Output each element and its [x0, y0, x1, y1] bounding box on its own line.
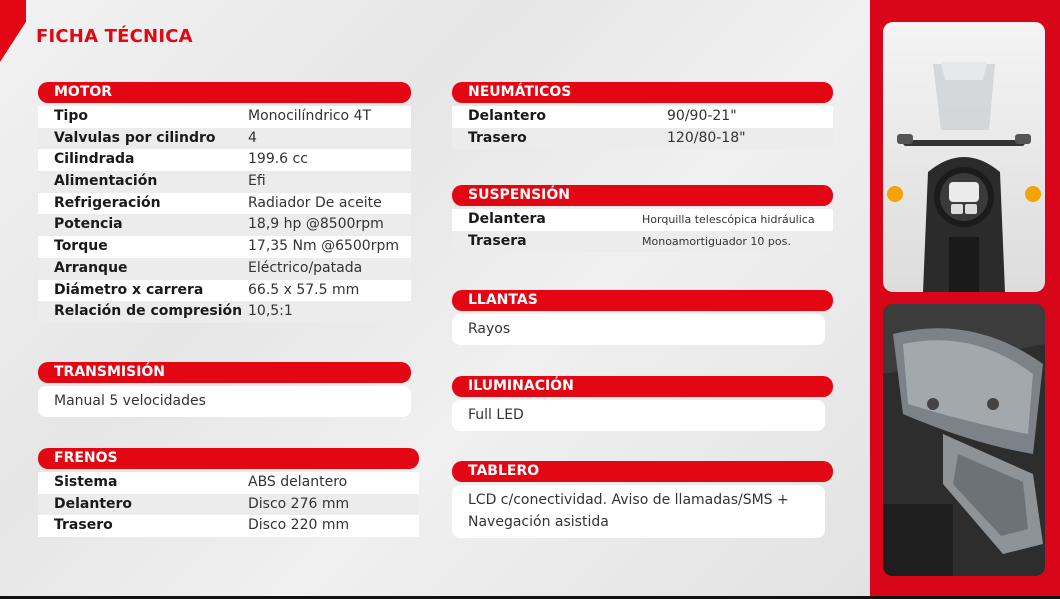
motorcycle-exhaust-photo: [883, 304, 1045, 576]
llantas-value: Rayos: [452, 314, 825, 345]
section-tablero: [452, 461, 833, 538]
row-label: Delantera: [468, 211, 546, 227]
row-label: Trasera: [468, 232, 527, 249]
motorcycle-front-illustration: [883, 22, 1045, 292]
frenos-rows: [38, 472, 419, 537]
table-row: [38, 301, 411, 323]
section-header-motor: MOTOR: [38, 82, 411, 103]
section-header-neumaticos: NEUMÁTICOS: [452, 82, 833, 103]
section-header-suspension: SUSPENSIÓN: [452, 185, 833, 206]
motor-rows: [38, 106, 411, 323]
section-header-frenos: FRENOS: [38, 448, 419, 469]
row-label: Trasero: [54, 517, 113, 534]
table-row: [38, 193, 411, 215]
table-row: [38, 149, 411, 171]
row-value: Eléctrico/patada: [248, 259, 363, 276]
row-label: Sistema: [54, 474, 118, 490]
table-row: [38, 106, 411, 128]
iluminacion-value: Full LED: [452, 400, 825, 431]
row-value: 90/90-21": [667, 108, 737, 124]
table-row: [38, 494, 419, 516]
row-value: Efi: [248, 173, 266, 190]
motorcycle-exhaust-illustration: [883, 304, 1045, 576]
row-value: Monocilíndrico 4T: [248, 108, 372, 124]
row-value: Disco 276 mm: [248, 495, 350, 512]
row-value: 4: [248, 129, 257, 146]
row-value: Horquilla telescópica hidráulica: [642, 213, 815, 226]
section-header-llantas: LLANTAS: [452, 290, 833, 311]
row-label: Diámetro x carrera: [54, 281, 204, 298]
row-label: Delantero: [54, 495, 133, 512]
row-value: Disco 220 mm: [248, 517, 350, 534]
row-value: 120/80-18": [667, 129, 746, 146]
section-iluminacion: [452, 376, 833, 431]
neumaticos-rows: [452, 106, 833, 149]
row-value: Radiador De aceite: [248, 194, 382, 211]
page-title: FICHA TÉCNICA: [36, 26, 193, 47]
section-header-transmision: TRANSMISIÓN: [38, 362, 411, 383]
table-row: [38, 128, 411, 150]
row-value: 10,5:1: [248, 303, 293, 320]
section-neumaticos: [452, 82, 833, 149]
section-frenos: [38, 448, 419, 537]
table-row: [38, 472, 419, 494]
row-label: Delantero: [468, 108, 547, 124]
transmision-value: Manual 5 velocidades: [38, 386, 411, 417]
row-label: Arranque: [54, 259, 128, 276]
section-transmision: [38, 362, 411, 417]
row-value: ABS delantero: [248, 474, 348, 490]
row-label: Trasero: [468, 129, 527, 146]
table-row: [452, 231, 833, 253]
section-llantas: [452, 290, 833, 345]
row-value: 66.5 x 57.5 mm: [248, 281, 360, 298]
table-row: [452, 209, 833, 231]
row-label: Tipo: [54, 108, 88, 124]
table-row: [452, 128, 833, 150]
row-value: Monoamortiguador 10 pos.: [642, 234, 791, 248]
table-row: [38, 171, 411, 193]
row-label: Potencia: [54, 216, 123, 233]
table-row: [38, 214, 411, 236]
section-suspension: [452, 185, 833, 252]
suspension-rows: [452, 209, 833, 252]
section-motor: [38, 82, 411, 323]
tablero-value: LCD c/conectividad. Aviso de llamadas/SMS + Navegación asistida: [452, 485, 825, 538]
photo-panel: [870, 0, 1060, 599]
table-row: [38, 515, 419, 537]
table-row: [38, 258, 411, 280]
row-label: Cilindrada: [54, 151, 135, 168]
red-corner-accent: [0, 0, 26, 62]
row-label: Valvulas por cilindro: [54, 129, 216, 146]
row-value: 18,9 hp @8500rpm: [248, 216, 384, 233]
motorcycle-front-photo: [883, 22, 1045, 292]
row-value: 17,35 Nm @6500rpm: [248, 238, 399, 255]
row-label: Alimentación: [54, 173, 158, 190]
table-row: [38, 236, 411, 258]
row-label: Refrigeración: [54, 194, 161, 211]
table-row: [452, 106, 833, 128]
row-label: Torque: [54, 238, 108, 255]
row-value: 199.6 cc: [248, 151, 308, 168]
section-header-iluminacion: ILUMINACIÓN: [452, 376, 833, 397]
section-header-tablero: TABLERO: [452, 461, 833, 482]
row-label: Relación de compresión: [54, 303, 243, 320]
table-row: [38, 280, 411, 302]
